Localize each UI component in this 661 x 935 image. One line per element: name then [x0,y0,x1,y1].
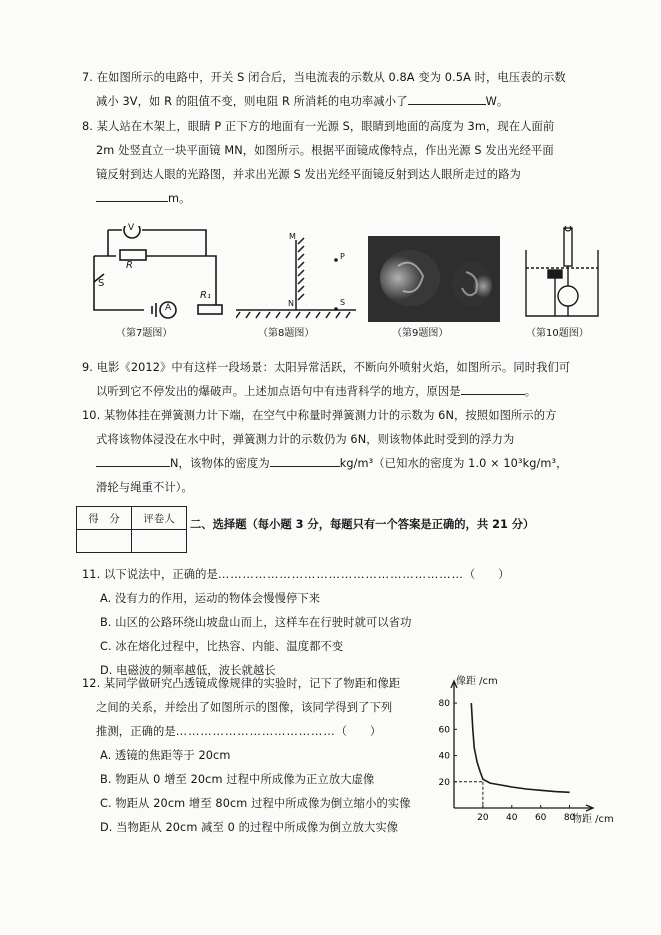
q9-answer-blank[interactable] [461,382,525,395]
score-cell[interactable] [77,530,132,553]
q12-answer-paren[interactable]: （ ） [335,725,382,738]
q10-line2: 式将该物体浸没在水中时，弹簧测力计的示数仍为 6N，则该物体此时受到的浮力为 [96,433,515,446]
q11-option-a: A. 没有力的作用，运动的物体会慢慢停下来 [100,592,321,605]
q10-line4: 滑轮与绳重不计）。 [96,481,193,494]
image-distance-curve [471,703,569,792]
q10-buoyancy-blank[interactable] [96,454,170,467]
fig9-caption: （第9题图） [392,328,449,339]
lens-graph-svg [424,672,624,832]
y-tick-label: 80 [438,699,450,710]
q10-line3a: N，该物体的密度为 [170,457,270,470]
q12-option-d: D. 当物距从 20cm 减至 0 的过程中所成像为倒立放大实像 [100,821,399,834]
ammeter-label: A [165,303,172,313]
q8-line2: 2m 处竖直立一块平面镜 MN，如图所示。根据平面镜成像特点，作出光源 S 发出光经平面 [96,144,554,157]
x-tick-label: 60 [534,813,547,823]
question-8 [82,115,622,211]
grader-cell[interactable] [132,530,187,553]
x-tick-label: 80 [563,813,576,823]
q12-line2: 之间的关系，并绘出了如图所示的图像，该同学得到了下列 [96,701,393,714]
fig10-beaker-diagram [518,226,608,322]
fig8-mirror-diagram [236,226,366,322]
rheostat-label: R₁ [200,290,211,301]
mirror-bottom-label: N [288,299,294,308]
resistor-label: R [126,260,133,271]
q10-density-blank[interactable] [270,454,340,467]
q9-end: 。 [524,385,537,398]
voltmeter-label: V [128,223,135,233]
q11-option-c: C. 冰在熔化过程中，比热容、内能、温度都不变 [100,640,344,653]
x-tick-label: 20 [477,813,489,823]
q12-option-a: A. 透镜的焦距等于 20cm [100,749,231,762]
question-9 [82,356,622,404]
graph-ticks [439,699,576,823]
graph-axes [451,681,593,811]
q12-lens-graph [424,672,624,832]
q12-line3: 推测，正确的是 [96,725,176,738]
q12-dots: ………………………………… [175,725,336,738]
question-11 [82,563,622,683]
fig7-caption: （第7题图） [116,328,173,339]
q8-unit: m。 [168,192,191,205]
q12-line1: 12. 某同学做研究凸透镜成像规律的实验时，记下了物距和像距 [82,677,401,690]
q12-option-c: C. 物距从 20cm 增至 80cm 过程中所成像为倒立缩小的实像 [100,797,411,810]
q7-line2: 减小 3V，如 R 的阻值不变，则电阻 R 所消耗的电功率减小了 [96,95,408,108]
fig8-caption: （第8题图） [258,328,315,339]
q7-answer-blank[interactable] [408,92,486,105]
graph-guides [454,782,483,808]
question-7 [82,66,622,114]
question-12 [82,672,442,840]
q12-option-b: B. 物距从 0 增至 20cm 过程中所成像为正立放大虚像 [100,773,375,786]
light-source-label: S [340,298,346,307]
section-2-heading: 二、选择题（每小题 3 分，每题只有一个答案是正确的，共 21 分） [190,518,535,531]
fig9-sun-photo [368,236,500,322]
grader-header: 评卷人 [132,507,187,530]
q7-line1: 7. 在如图所示的电路中，开关 S 闭合后，当电流表的示数从 0.8A 变为 0.5A 时，电压表的示数 [82,71,566,84]
mirror-top-label: M [289,232,296,241]
question-10 [82,404,622,500]
q7-unit: W。 [485,95,509,108]
q11-stem: 11. 以下说法中，正确的是 [82,568,218,581]
eye-point-label: P [340,252,345,261]
y-tick-label: 60 [438,725,450,736]
x-tick-label: 40 [506,813,518,823]
q8-line1: 8. 某人站在木架上，眼睛 P 正下方的地面有一光源 S，眼睛到地面的高度为 3m，现在人面前 [82,120,555,133]
fig10-caption: （第10题图） [526,328,589,339]
q11-answer-paren[interactable]: （ ） [463,568,510,581]
score-header: 得 分 [77,507,132,530]
figures-row [86,223,606,344]
y-tick-label: 20 [438,777,450,788]
q11-option-b: B. 山区的公路环绕山坡盘山而上，这样车在行驶时就可以省功 [100,616,412,629]
q10-line3b: kg/m³（已知水的密度为 1.0 × 10³kg/m³， [339,457,568,470]
score-table [76,506,187,553]
y-tick-label: 40 [438,751,450,762]
q9-line1: 9. 电影《2012》中有这样一段场景：太阳异常活跃，不断向外喷射火焰，如图所示。同时我们可 [82,361,571,374]
q9-line2: 以听到它不停发出的爆破声。上述加点语句中有违背科学的地方，原因是 [96,385,461,398]
switch-label: S [98,278,105,289]
fig7-circuit-diagram [86,226,226,322]
graph-ylabel: 像距 /cm [456,676,498,687]
q10-line1: 10. 某物体挂在弹簧测力计下端，在空气中称量时弹簧测力计的示数为 6N，按照如图所示的方 [82,409,557,422]
q8-answer-blank[interactable] [96,189,168,202]
q11-option-d: D. 电磁波的频率越低，波长就越长 [100,664,276,677]
q8-line3: 镜反射到达人眼的光路图，并求出光源 S 发出光经平面镜反射到达人眼所走过的路为 [96,168,521,181]
graph-xlabel: 物距 /cm [572,814,614,825]
q11-dots: …………………………………………………… [217,568,464,581]
